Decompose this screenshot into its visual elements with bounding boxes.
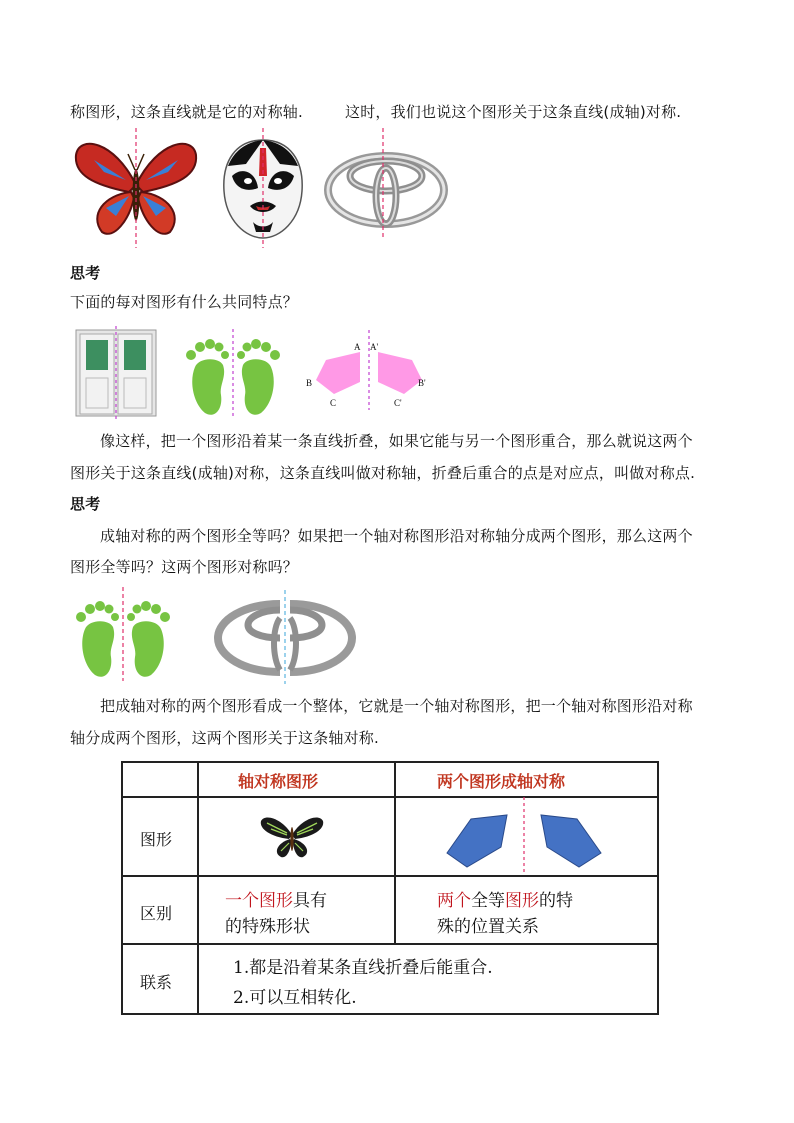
definition-line-1: 像这样，把一个图形沿着某一条直线折叠，如果它能与另一个图形重合，那么就说这两个	[100, 432, 693, 450]
label-a: A	[354, 342, 361, 352]
row-label-relation: 联系	[140, 973, 173, 992]
comparison-table	[121, 761, 659, 1015]
definition-line-2: 图形关于这条直线(成轴)对称，这条直线叫做对称轴，折叠后重合的点是对应点，叫做对称点.	[70, 464, 696, 482]
relation-item-1: 1.都是沿着某条直线折叠后能重合.	[233, 958, 493, 978]
split-toyota-logo-image	[214, 598, 356, 678]
intro-text-left: 称图形，这条直线就是它的对称轴.	[70, 103, 303, 121]
difference-axisymmetric-line2: 的特殊形状	[225, 917, 310, 937]
blue-pentagons-image	[445, 803, 605, 873]
difference-axisymmetric-line1: 一个图形具有	[225, 891, 327, 911]
table-header-axisymmetric: 轴对称图形	[238, 772, 319, 791]
think-title-1: 思考	[70, 264, 101, 282]
think-title-2: 思考	[70, 495, 101, 513]
footprints-image-2	[73, 595, 173, 681]
row-label-figure: 图形	[140, 830, 173, 849]
label-c-prime: C'	[394, 398, 402, 408]
summary-line-2: 轴分成两个图形，这两个图形关于这条轴对称.	[70, 729, 379, 747]
difference-two-figures-line1: 两个全等图形的特	[437, 891, 573, 911]
label-a-prime: A'	[370, 342, 379, 352]
think-question-1: 下面的每对图形有什么共同特点？	[70, 293, 299, 311]
label-c: C	[330, 398, 337, 408]
label-b-prime: B'	[418, 378, 426, 388]
footprints-image	[183, 333, 283, 419]
table-header-two-figures: 两个图形成轴对称	[437, 772, 566, 791]
pentagons-image	[304, 330, 434, 410]
think2-line-1: 成轴对称的两个图形全等吗？如果把一个轴对称图形沿对称轴分成两个图形，那么这两个	[100, 527, 693, 545]
row-label-difference: 区别	[140, 904, 173, 923]
think2-line-2: 图形全等吗？这两个图形对称吗？	[70, 558, 299, 576]
small-butterfly-image	[259, 815, 325, 859]
opera-mask-image	[220, 136, 306, 240]
relation-item-2: 2.可以互相转化.	[233, 988, 357, 1008]
summary-line-1: 把成轴对称的两个图形看成一个整体，它就是一个轴对称图形，把一个轴对称图形沿对称	[100, 697, 693, 715]
label-b: B	[306, 378, 313, 388]
difference-two-figures-line2: 殊的位置关系	[437, 917, 539, 937]
intro-text-right: 这时，我们也说这个图形关于这条直线(成轴)对称.	[345, 103, 682, 121]
butterfly-image	[74, 140, 198, 240]
toyota-logo-image	[325, 152, 447, 228]
door-image	[76, 330, 156, 416]
